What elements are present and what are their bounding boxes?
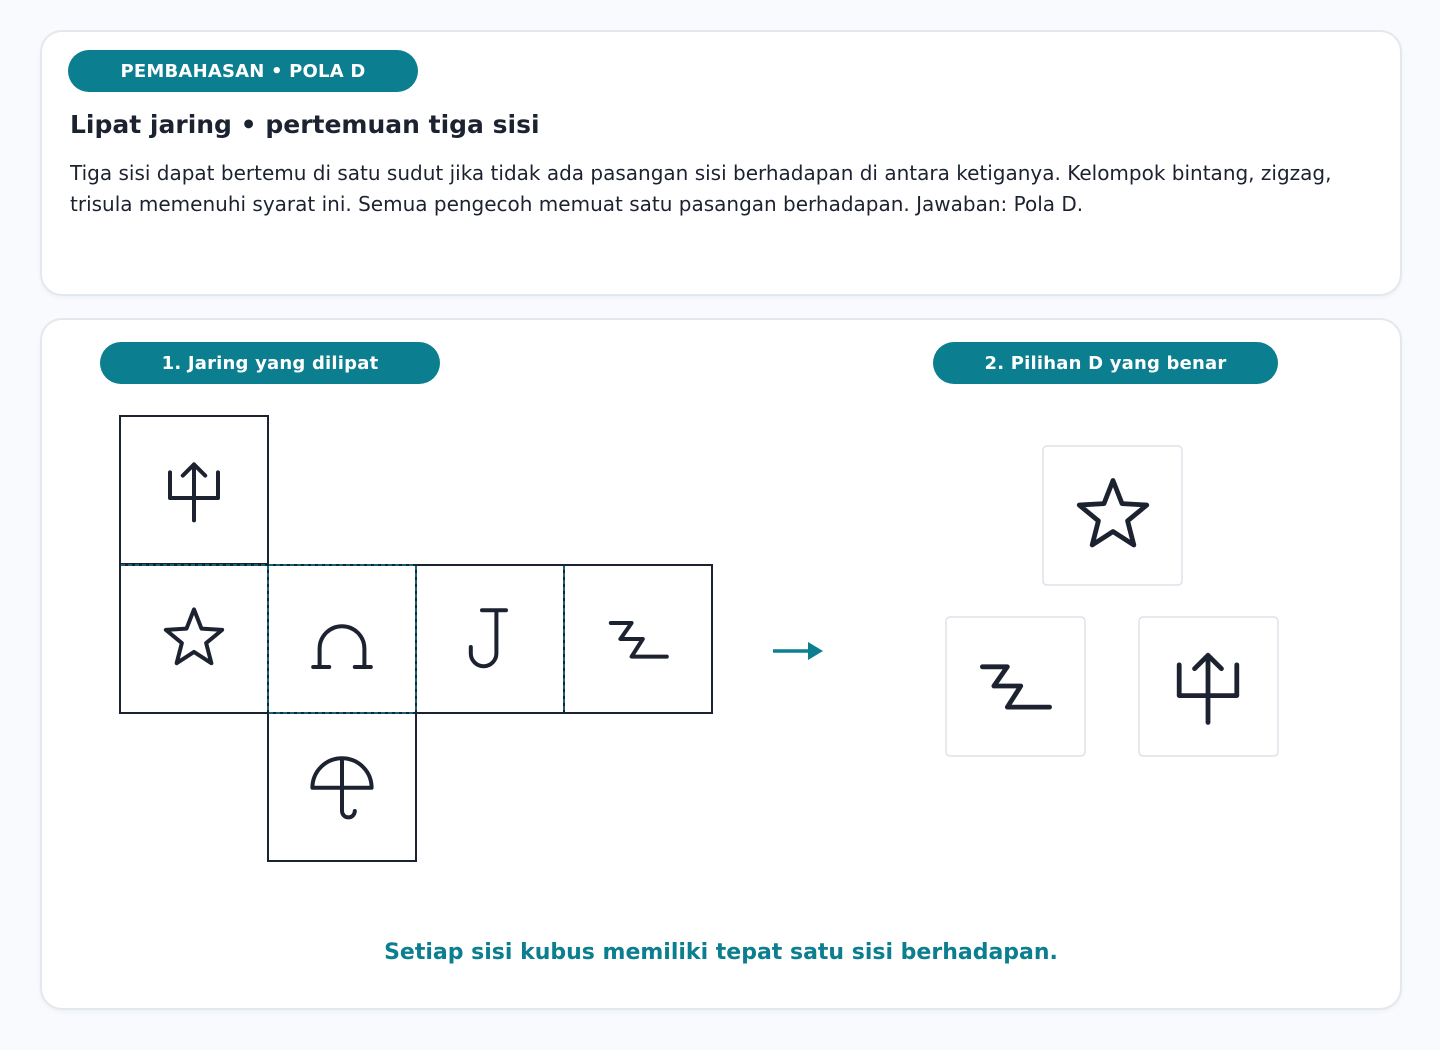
explanation-title: Lipat jaring • pertemuan tiga sisi [70,110,540,139]
net-cell-hook [416,565,564,713]
diagram-card [40,318,1402,1010]
net-label: 1. Jaring yang dilipat [100,342,440,384]
explanation-body: Tiga sisi dapat bertemu di satu sudut jika tidak ada pasangan sisi berhadapan di antara ketiganya. Kelompok bintang, zigzag, trisula memenuhi syarat ini. Semua pengecoh memuat satu pasangan berhadapan. Jawaban: Pola D. [70,161,1332,216]
answer-option-d [946,446,1278,756]
net-cell-arch [268,565,416,713]
net-cell-star [120,565,268,713]
explanation-card [40,30,1402,296]
diagram-caption: Setiap sisi kubus memiliki tepat satu sisi berhadapan. [384,940,1058,965]
diagram-canvas [42,320,1400,1008]
arrow-right-icon [773,642,823,660]
explanation-badge: PEMBAHASAN • POLA D [68,50,418,92]
answer-face-top [1043,446,1182,585]
answer-label: 2. Pilihan D yang benar [933,342,1278,384]
